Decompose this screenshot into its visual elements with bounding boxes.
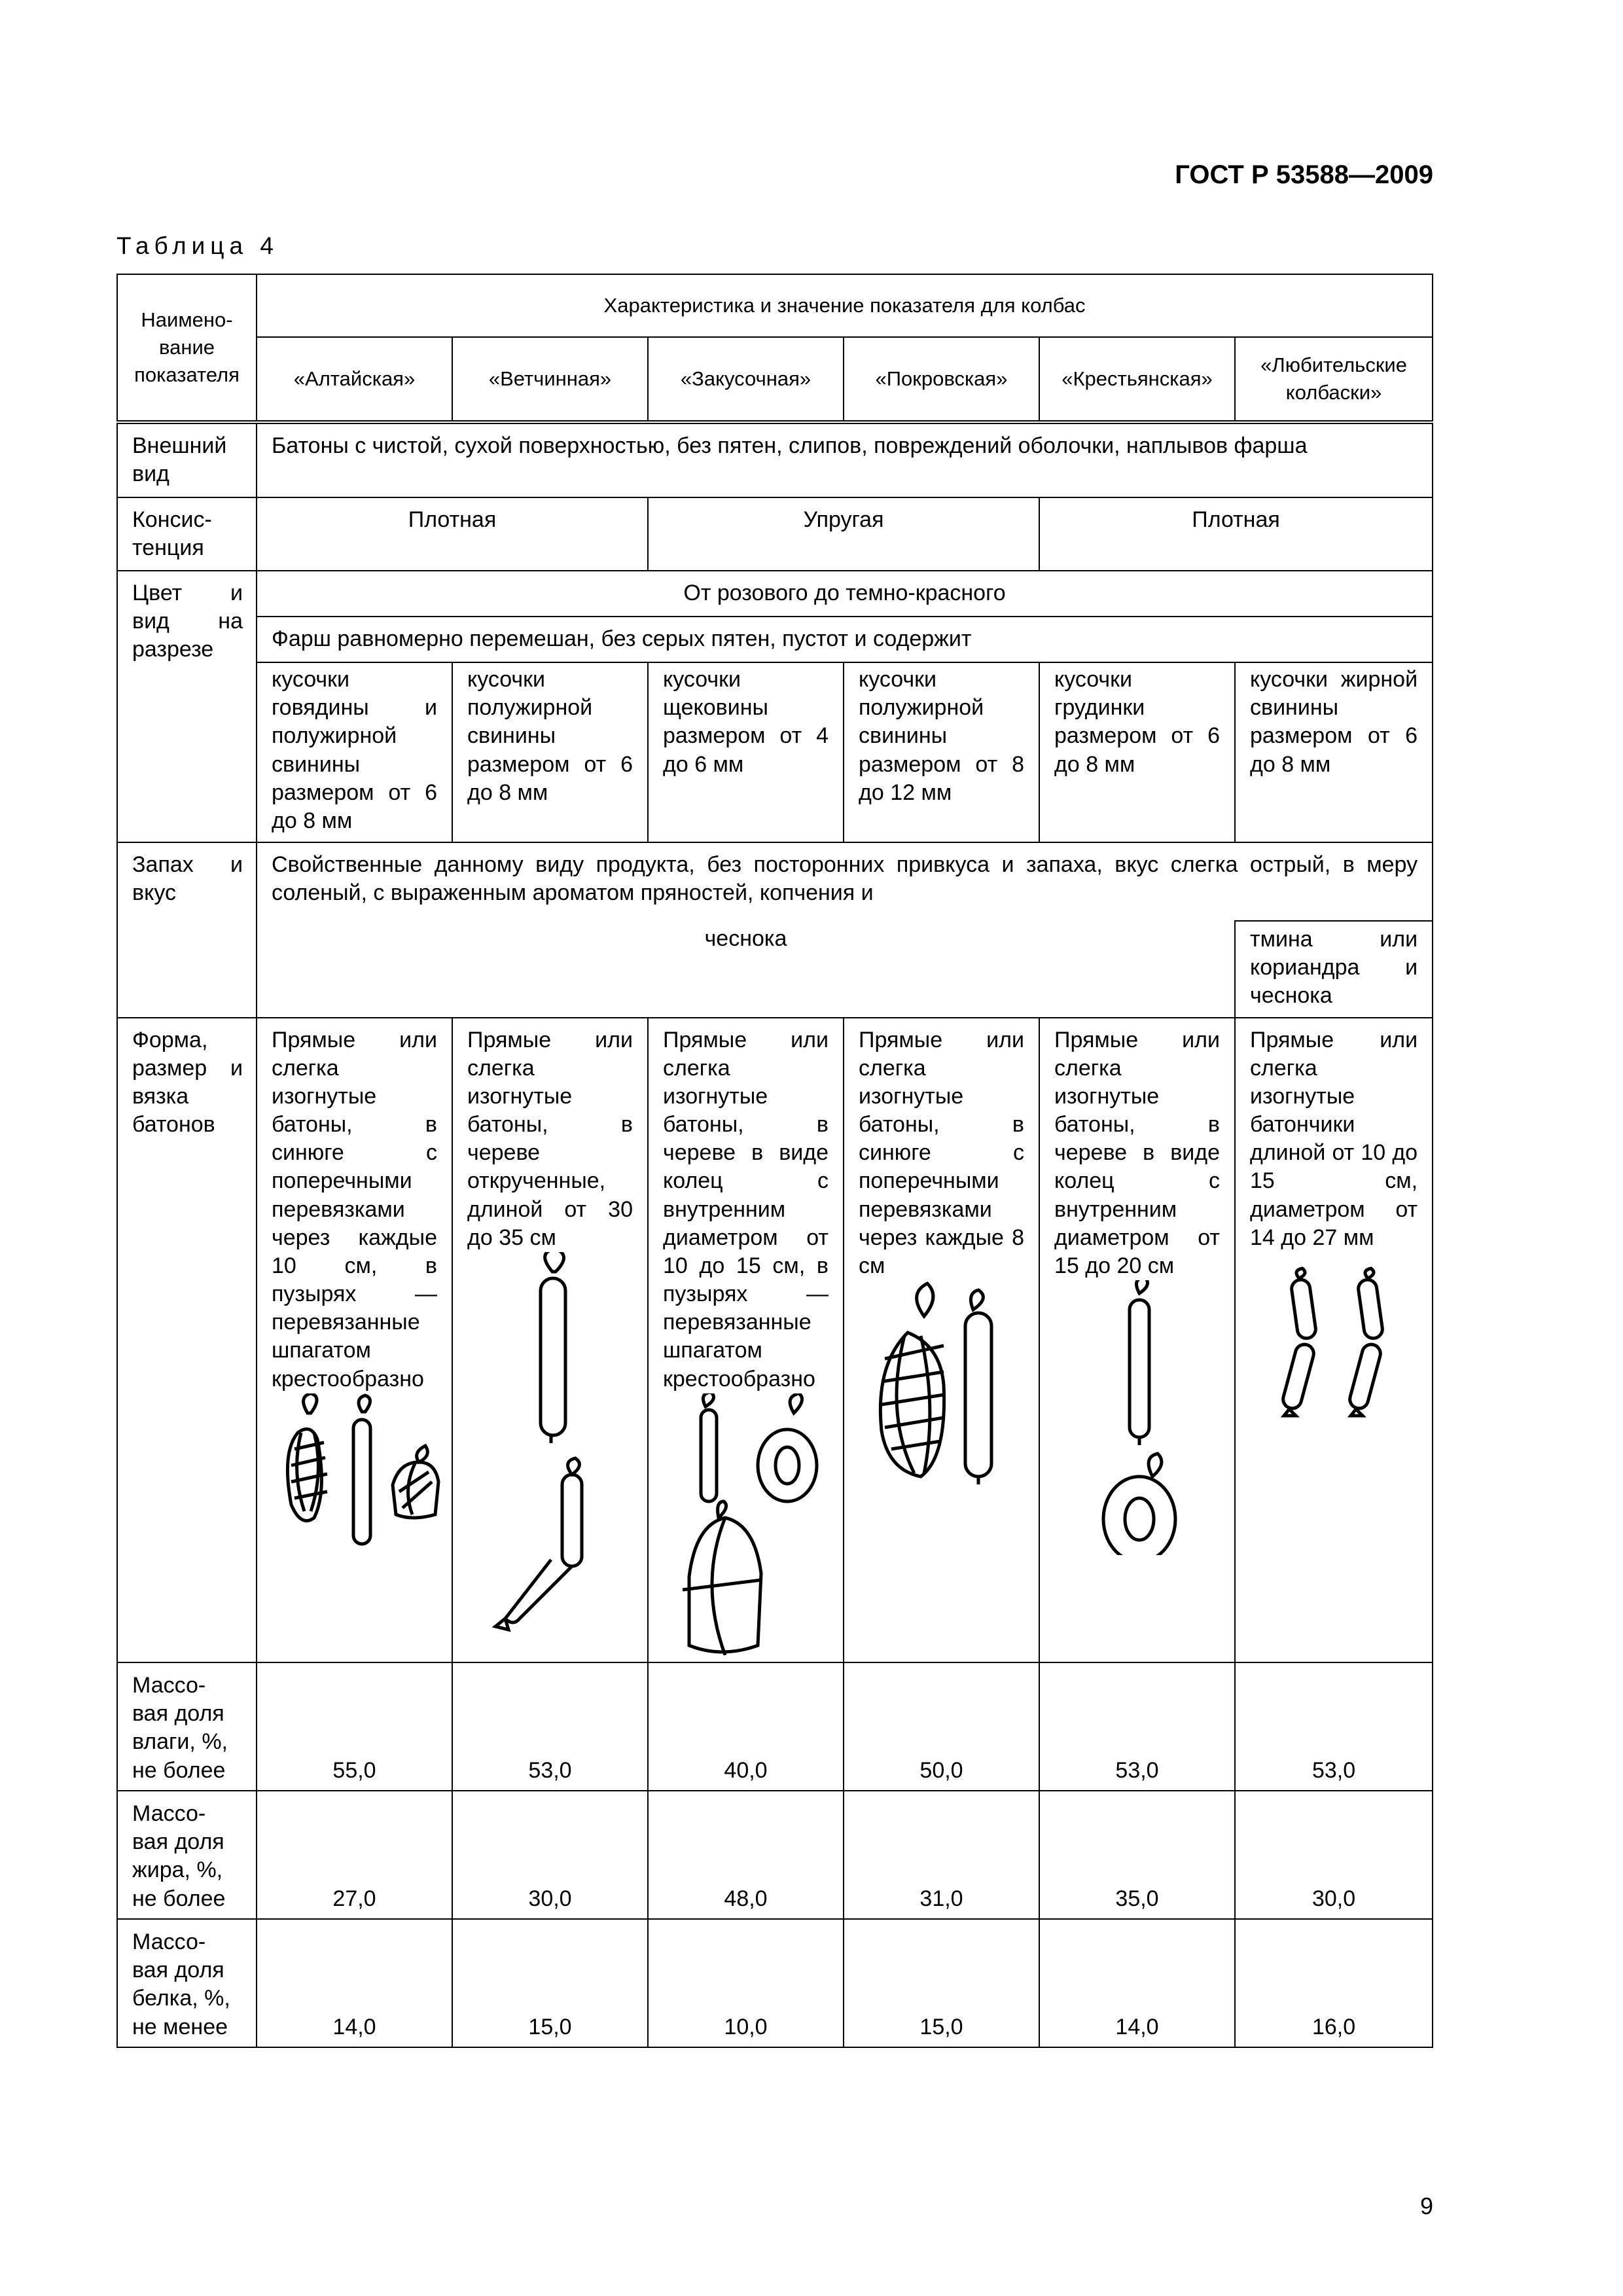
- row-label-appearance: Внешний вид: [117, 422, 257, 497]
- protein-value: 10,0: [648, 1919, 844, 2047]
- row-label-smell-taste: Запах и вкус: [117, 842, 257, 1018]
- altaiskaya-sausage-drawing: [272, 1393, 442, 1557]
- moisture-value: 50,0: [844, 1662, 1039, 1791]
- consistency-value: Плотная: [257, 497, 648, 571]
- shape-text: Прямые или слегка изогнутые батоны, в синюге с поперечными перевязками через каждые 10 см, в пузырях — перевязанные шпагатом крестообразно: [272, 1027, 437, 1391]
- column-header: «Покровская»: [844, 337, 1039, 422]
- moisture-value: 53,0: [1235, 1662, 1433, 1791]
- fat-value: 27,0: [257, 1791, 452, 1919]
- moisture-value: 40,0: [648, 1662, 844, 1791]
- cut-pieces: кусочки щековины размером от 4 до 6 мм: [648, 662, 844, 842]
- zakusochnaya-sausage-drawing: [663, 1393, 833, 1655]
- smell-last: тмина или кориандра и чеснока: [1235, 921, 1433, 1018]
- protein-value: 15,0: [452, 1919, 648, 2047]
- moisture-value: 53,0: [452, 1662, 648, 1791]
- row-label-protein: Массо- вая доля белка, %, не менее: [117, 1919, 257, 2047]
- column-header: «Крестьянская»: [1039, 337, 1235, 422]
- protein-value: 14,0: [1039, 1919, 1235, 2047]
- shape-text: Прямые или слегка изогнутые батоны, в череве в виде колец с внутренним диаметром от 15 до 20 см: [1054, 1027, 1220, 1278]
- cut-pieces: кусочки грудинки размером от 6 до 8 мм: [1039, 662, 1235, 842]
- row-label-moisture: Массо- вая доля влаги, %, не более: [117, 1662, 257, 1791]
- column-header: «Алтайская»: [257, 337, 452, 422]
- column-header: «Любительские колбаски»: [1235, 337, 1433, 422]
- shape-text: Прямые или слегка изогнутые батоны, в череве в виде колец с внутренним диаметром от 10 до 15 см, в пузырях — перевязанные шпагатом крестообразно: [663, 1027, 829, 1391]
- shape-text: Прямые или слегка изогнутые батончики длиной от 10 до 15 см, диаметром от 14 до 27 мм: [1250, 1027, 1418, 1250]
- vetchinnaya-sausage-drawing: [467, 1252, 637, 1632]
- indicator-header: Наимено- вание показателя: [117, 274, 257, 422]
- fat-value: 30,0: [452, 1791, 648, 1919]
- shape-text: Прямые или слегка изогнутые батоны, в синюге с поперечными перевязками через каждые 8 см: [859, 1027, 1024, 1278]
- krestyanskaya-sausage-drawing: [1054, 1280, 1224, 1555]
- shape-cell: [1039, 1018, 1235, 1662]
- consistency-value: Упругая: [648, 497, 1039, 571]
- pokrovskaya-sausage-drawing: [859, 1280, 1029, 1496]
- smell-taste-text: Свойственные данному виду продукта, без посторонних привкуса и запаха, вкус слегка острый, в меру соленый, с выраженным ароматом пряностей, копчения и: [257, 842, 1433, 921]
- row-label-fat: Массо- вая доля жира, %, не более: [117, 1791, 257, 1919]
- cut-mince-text: Фарш равномерно перемешан, без серых пятен, пустот и содержит: [257, 617, 1433, 662]
- group-header: Характеристика и значение показателя для колбас: [257, 274, 1433, 337]
- cut-pieces: кусочки жирной свинины размером от 6 до 8 мм: [1235, 662, 1433, 842]
- cut-pieces: кусочки полужирной свинины размером от 6 до 8 мм: [452, 662, 648, 842]
- appearance-text: Батоны с чистой, сухой поверхностью, без пятен, слипов, повреждений оболочки, наплывов фарша: [257, 422, 1433, 497]
- shape-cell: [452, 1018, 648, 1662]
- column-header: «Ветчинная»: [452, 337, 648, 422]
- shape-cell: [648, 1018, 844, 1662]
- document-code: ГОСТ Р 53588—2009: [1175, 160, 1433, 189]
- protein-value: 16,0: [1235, 1919, 1433, 2047]
- table-caption: Таблица 4: [116, 232, 279, 259]
- cut-pieces: кусочки говядины и полужирной свинины размером от 6 до 8 мм: [257, 662, 452, 842]
- shape-cell: [844, 1018, 1039, 1662]
- column-header: «Закусочная»: [648, 337, 844, 422]
- row-label-shape: Форма, размер и вязка батонов: [117, 1018, 257, 1662]
- page-number: 9: [1419, 2193, 1433, 2219]
- row-label-cut-view: Цвет и вид на разрезе: [117, 571, 257, 842]
- cut-color-text: От розового до темно-красного: [257, 571, 1433, 617]
- shape-text: Прямые или слегка изогнутые батоны, в череве открученные, длиной от 30 до 35 см: [467, 1027, 633, 1250]
- fat-value: 35,0: [1039, 1791, 1235, 1919]
- fat-value: 30,0: [1235, 1791, 1433, 1919]
- fat-value: 48,0: [648, 1791, 844, 1919]
- smell-garlic: чеснока: [257, 921, 1235, 1018]
- specs-table: [116, 274, 1433, 2048]
- cut-pieces: кусочки полужирной свинины размером от 8 до 12 мм: [844, 662, 1039, 842]
- fat-value: 31,0: [844, 1791, 1039, 1919]
- consistency-value: Плотная: [1039, 497, 1433, 571]
- protein-value: 15,0: [844, 1919, 1039, 2047]
- shape-cell: [1235, 1018, 1433, 1662]
- moisture-value: 53,0: [1039, 1662, 1235, 1791]
- moisture-value: 55,0: [257, 1662, 452, 1791]
- row-label-consistency: Консис- тенция: [117, 497, 257, 571]
- protein-value: 14,0: [257, 1919, 452, 2047]
- shape-cell: [257, 1018, 452, 1662]
- lyubitelskie-sausage-drawing: [1250, 1252, 1420, 1422]
